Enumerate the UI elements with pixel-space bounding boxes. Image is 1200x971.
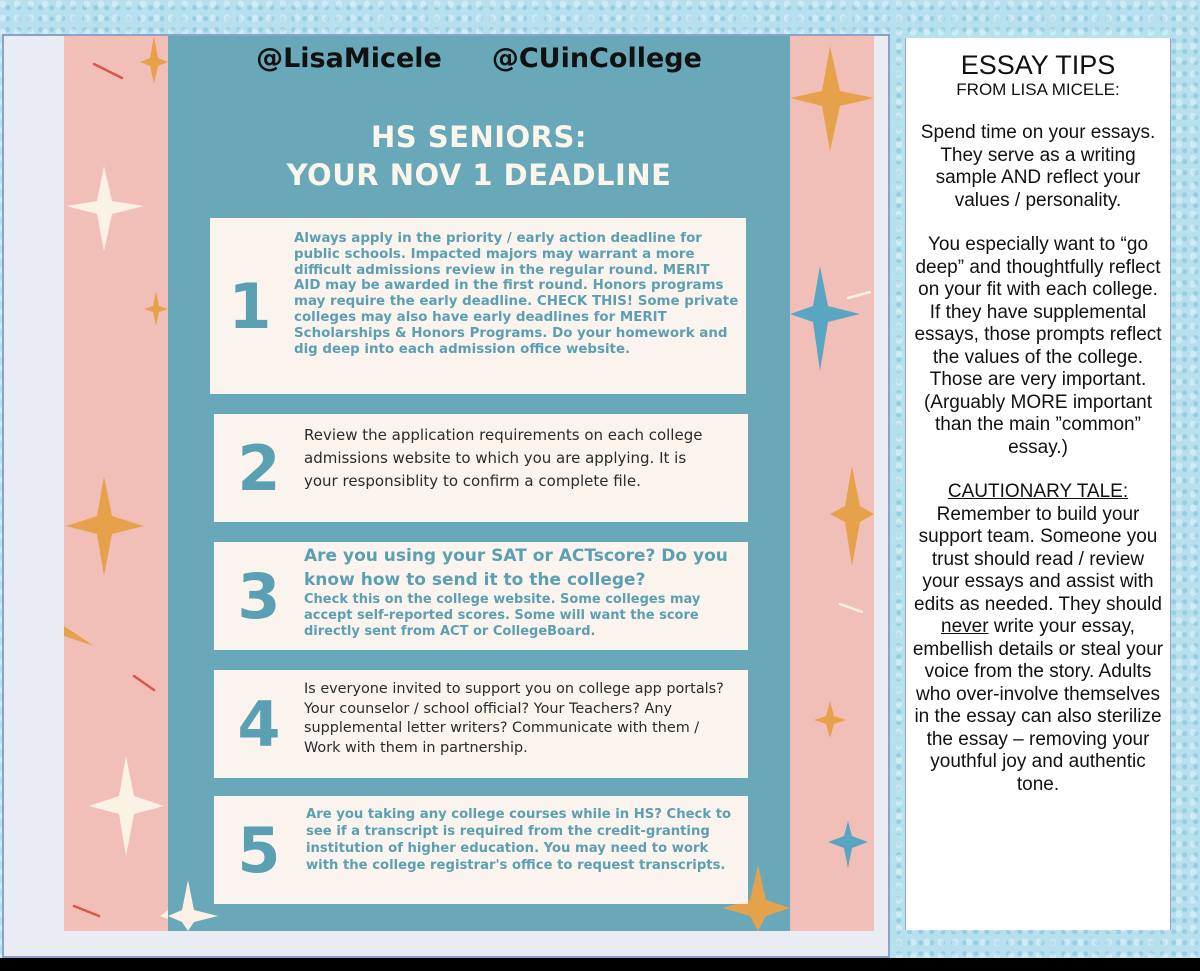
- tip-card-2: [214, 414, 748, 522]
- tip-paragraph-1: Spend time on your essays. They serve as a writing sample AND reflect your values / personality.: [920, 122, 1156, 211]
- caution-never: never: [941, 616, 989, 637]
- caution-text-before: Remember to build your support team. Someone you trust should read / review your essays and assist with edits as needed. They should: [914, 503, 1162, 615]
- tip-paragraph-2: You especially want to “go deep” and thoughtfully reflect on your fit with each college. If they have supplemental essays, those prompts reflect the values of the college. Those are very important. (Arguably MORE important than the main ”common” essay.): [914, 234, 1162, 458]
- star-icon: [814, 701, 846, 738]
- bottom-edge-bar: [0, 958, 1200, 971]
- star-icon: [66, 166, 144, 251]
- essay-tips-sidebar: [905, 38, 1171, 930]
- star-icon: [790, 266, 860, 371]
- star-icon: [140, 36, 168, 84]
- stars-right-decoration: [790, 36, 874, 931]
- stars-left-decoration: [64, 36, 168, 931]
- star-icon: [144, 291, 168, 326]
- tip-heading: Are you using your SAT or ACTscore? Do you know how to send it to the college?: [304, 546, 728, 590]
- handle-cuincollege: @CUinCollege: [491, 42, 702, 74]
- tip-number: 5: [237, 813, 281, 887]
- tip-text: Always apply in the priority / early action deadline for public schools. Impacted majors may warrant a more difficult admissions review in the regular round. MERIT AID may be awarded in the first round. Honors programs may require the early deadline. CHECK THIS! Some private colleges may also have early deadlines for MERIT Scholarships & Honors Programs. Do your homework and dig deep into each admission office website.: [294, 231, 739, 357]
- tip-number: 1: [228, 269, 272, 343]
- star-icon: [830, 466, 874, 566]
- tip-number: 2: [237, 431, 281, 505]
- sidebar-heading: ESSAY TIPS: [960, 50, 1116, 80]
- title-line-2: YOUR NOV 1 DEADLINE: [286, 158, 672, 192]
- tip-card-3: [214, 542, 748, 650]
- social-handles: [168, 36, 790, 80]
- tip-text: Is everyone invited to support you on college app portals? Your counselor / school official? Your Teachers? Any supplemental letter writers? Communicate with them / Work with them in partnership.: [304, 681, 724, 756]
- tip-number: 3: [237, 559, 281, 633]
- tip-card-5: [214, 796, 748, 904]
- tip-text: Are you taking any college courses while in HS? Check to see if a transcript is required from the credit-granting institution of higher education. You may need to work with the college registrar's office to request transcripts.: [306, 807, 732, 873]
- cautionary-paragraph: [906, 504, 1170, 797]
- poster-title: [168, 118, 790, 194]
- star-icon: [828, 821, 868, 868]
- tip-card-4: [214, 670, 748, 778]
- tip-number: 4: [237, 687, 281, 761]
- title-line-1: HS SENIORS:: [371, 120, 587, 154]
- caution-text-after: write your essay, embellish details or steal your voice from the story. Adults who over-involve themselves in the essay can also sterilize the essay – removing your youthful joy and authentic tone.: [912, 616, 1164, 795]
- sidebar-subheading: FROM LISA MICELE:: [956, 80, 1120, 99]
- star-icon: [790, 46, 874, 151]
- tip-text: Check this on the college website. Some colleges may accept self-reported scores. Some will want the score directly sent from ACT or CollegeBoard.: [304, 592, 701, 639]
- handle-lisa: @LisaMicele: [256, 42, 442, 74]
- star-icon: [66, 476, 144, 576]
- star-icon: [160, 876, 168, 931]
- star-icon: [168, 880, 218, 931]
- tip-card-1: [210, 218, 746, 394]
- tip-text: Review the application requirements on each college admissions website to which you are applying. It is your responsiblity to confirm a complete file.: [304, 426, 703, 490]
- cautionary-heading: CAUTIONARY TALE:: [947, 481, 1129, 502]
- tip-text-block: [304, 544, 738, 640]
- star-icon: [89, 756, 164, 856]
